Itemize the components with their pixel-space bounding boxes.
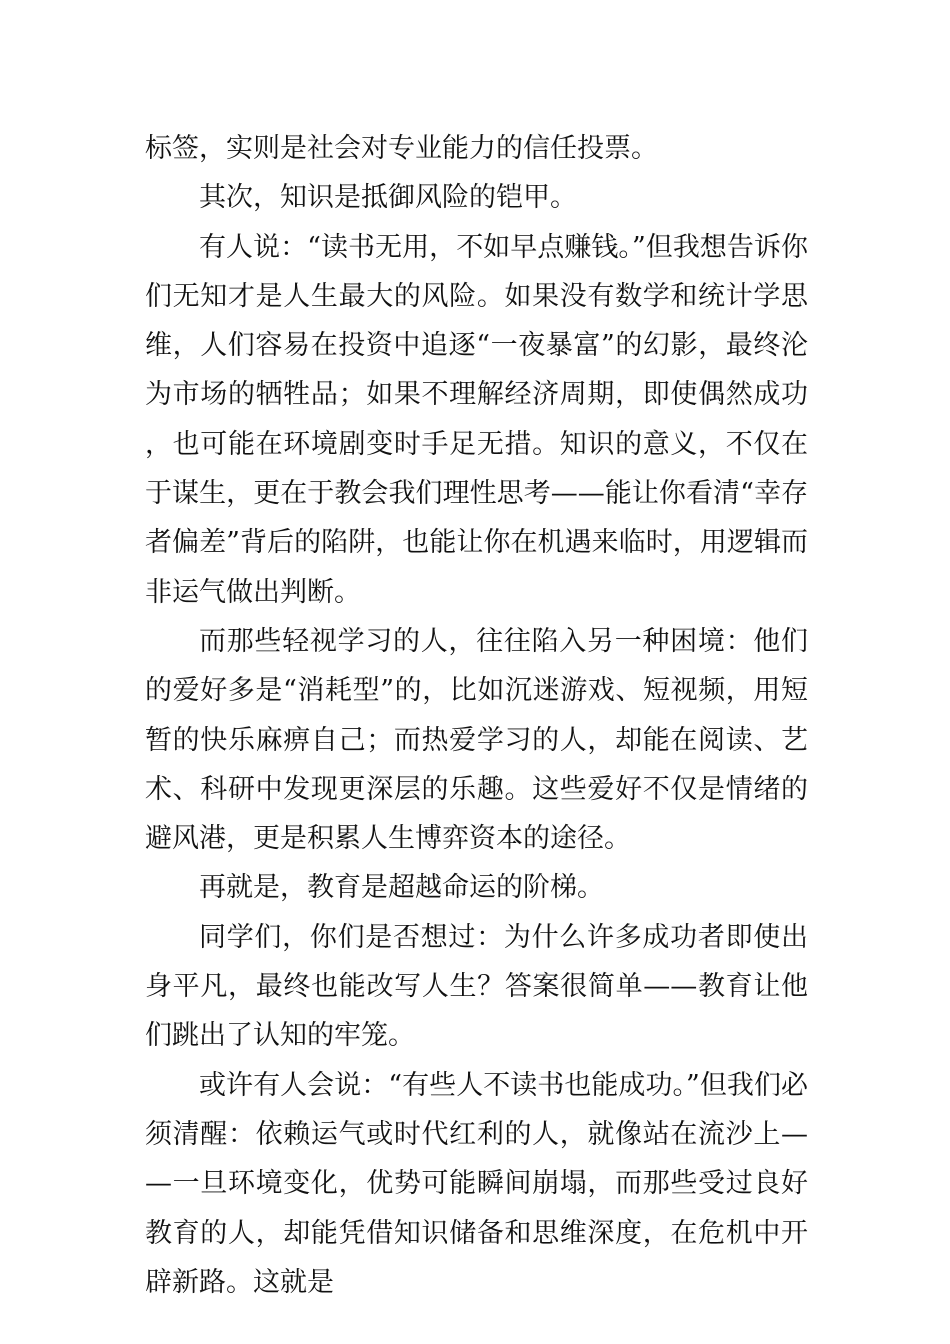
paragraph-5: 再就是，教育是超越命运的阶梯。 <box>199 872 604 904</box>
paragraph-7: 或许有人会说：“有些人不读书也能成功。”但我们必须清醒：依赖运气或时代红利的人，就像站在流沙上——一旦环境变化，优势可能瞬间崩塌，而那些受过良好教育的人，却能凭借知识储备和思维深度，在危机中开辟新路。这就是 <box>145 1069 808 1298</box>
paragraph-2: 其次，知识是抵御风险的铠甲。 <box>199 182 577 214</box>
paragraph-1: 标签，实则是社会对专业能力的信任投票。 <box>145 133 658 164</box>
paragraph-3: 有人说：“读书无用，不如早点赚钱。”但我想告诉你们无知才是人生最大的风险。如果没有数学和统计学思维，人们容易在投资中追逐“一夜暴富”的幻影，最终沦为市场的牺牲品；如果不理解经济周期，即使偶然成功，也可能在环境剧变时手足无措。知识的意义，不仅在于谋生，更在于教会我们理性思考——能让你看清“幸存者偏差”背后的陷阱，也能让你在机遇来临时，用逻辑而非运气做出判断。 <box>145 231 808 608</box>
paragraph-4: 而那些轻视学习的人，往往陷入另一种困境：他们的爱好多是“消耗型”的，比如沉迷游戏、短视频，用短暂的快乐麻痹自己；而热爱学习的人，却能在阅读、艺术、科研中发现更深层的乐趣。这些爱好不仅是情绪的避风港，更是积累人生博弈资本的途径。 <box>145 625 808 855</box>
document-body <box>145 124 808 1307</box>
paragraph-6: 同学们，你们是否想过：为什么许多成功者即使出身平凡，最终也能改写人生？答案很简单——教育让他们跳出了认知的牢笼。 <box>145 921 808 1052</box>
